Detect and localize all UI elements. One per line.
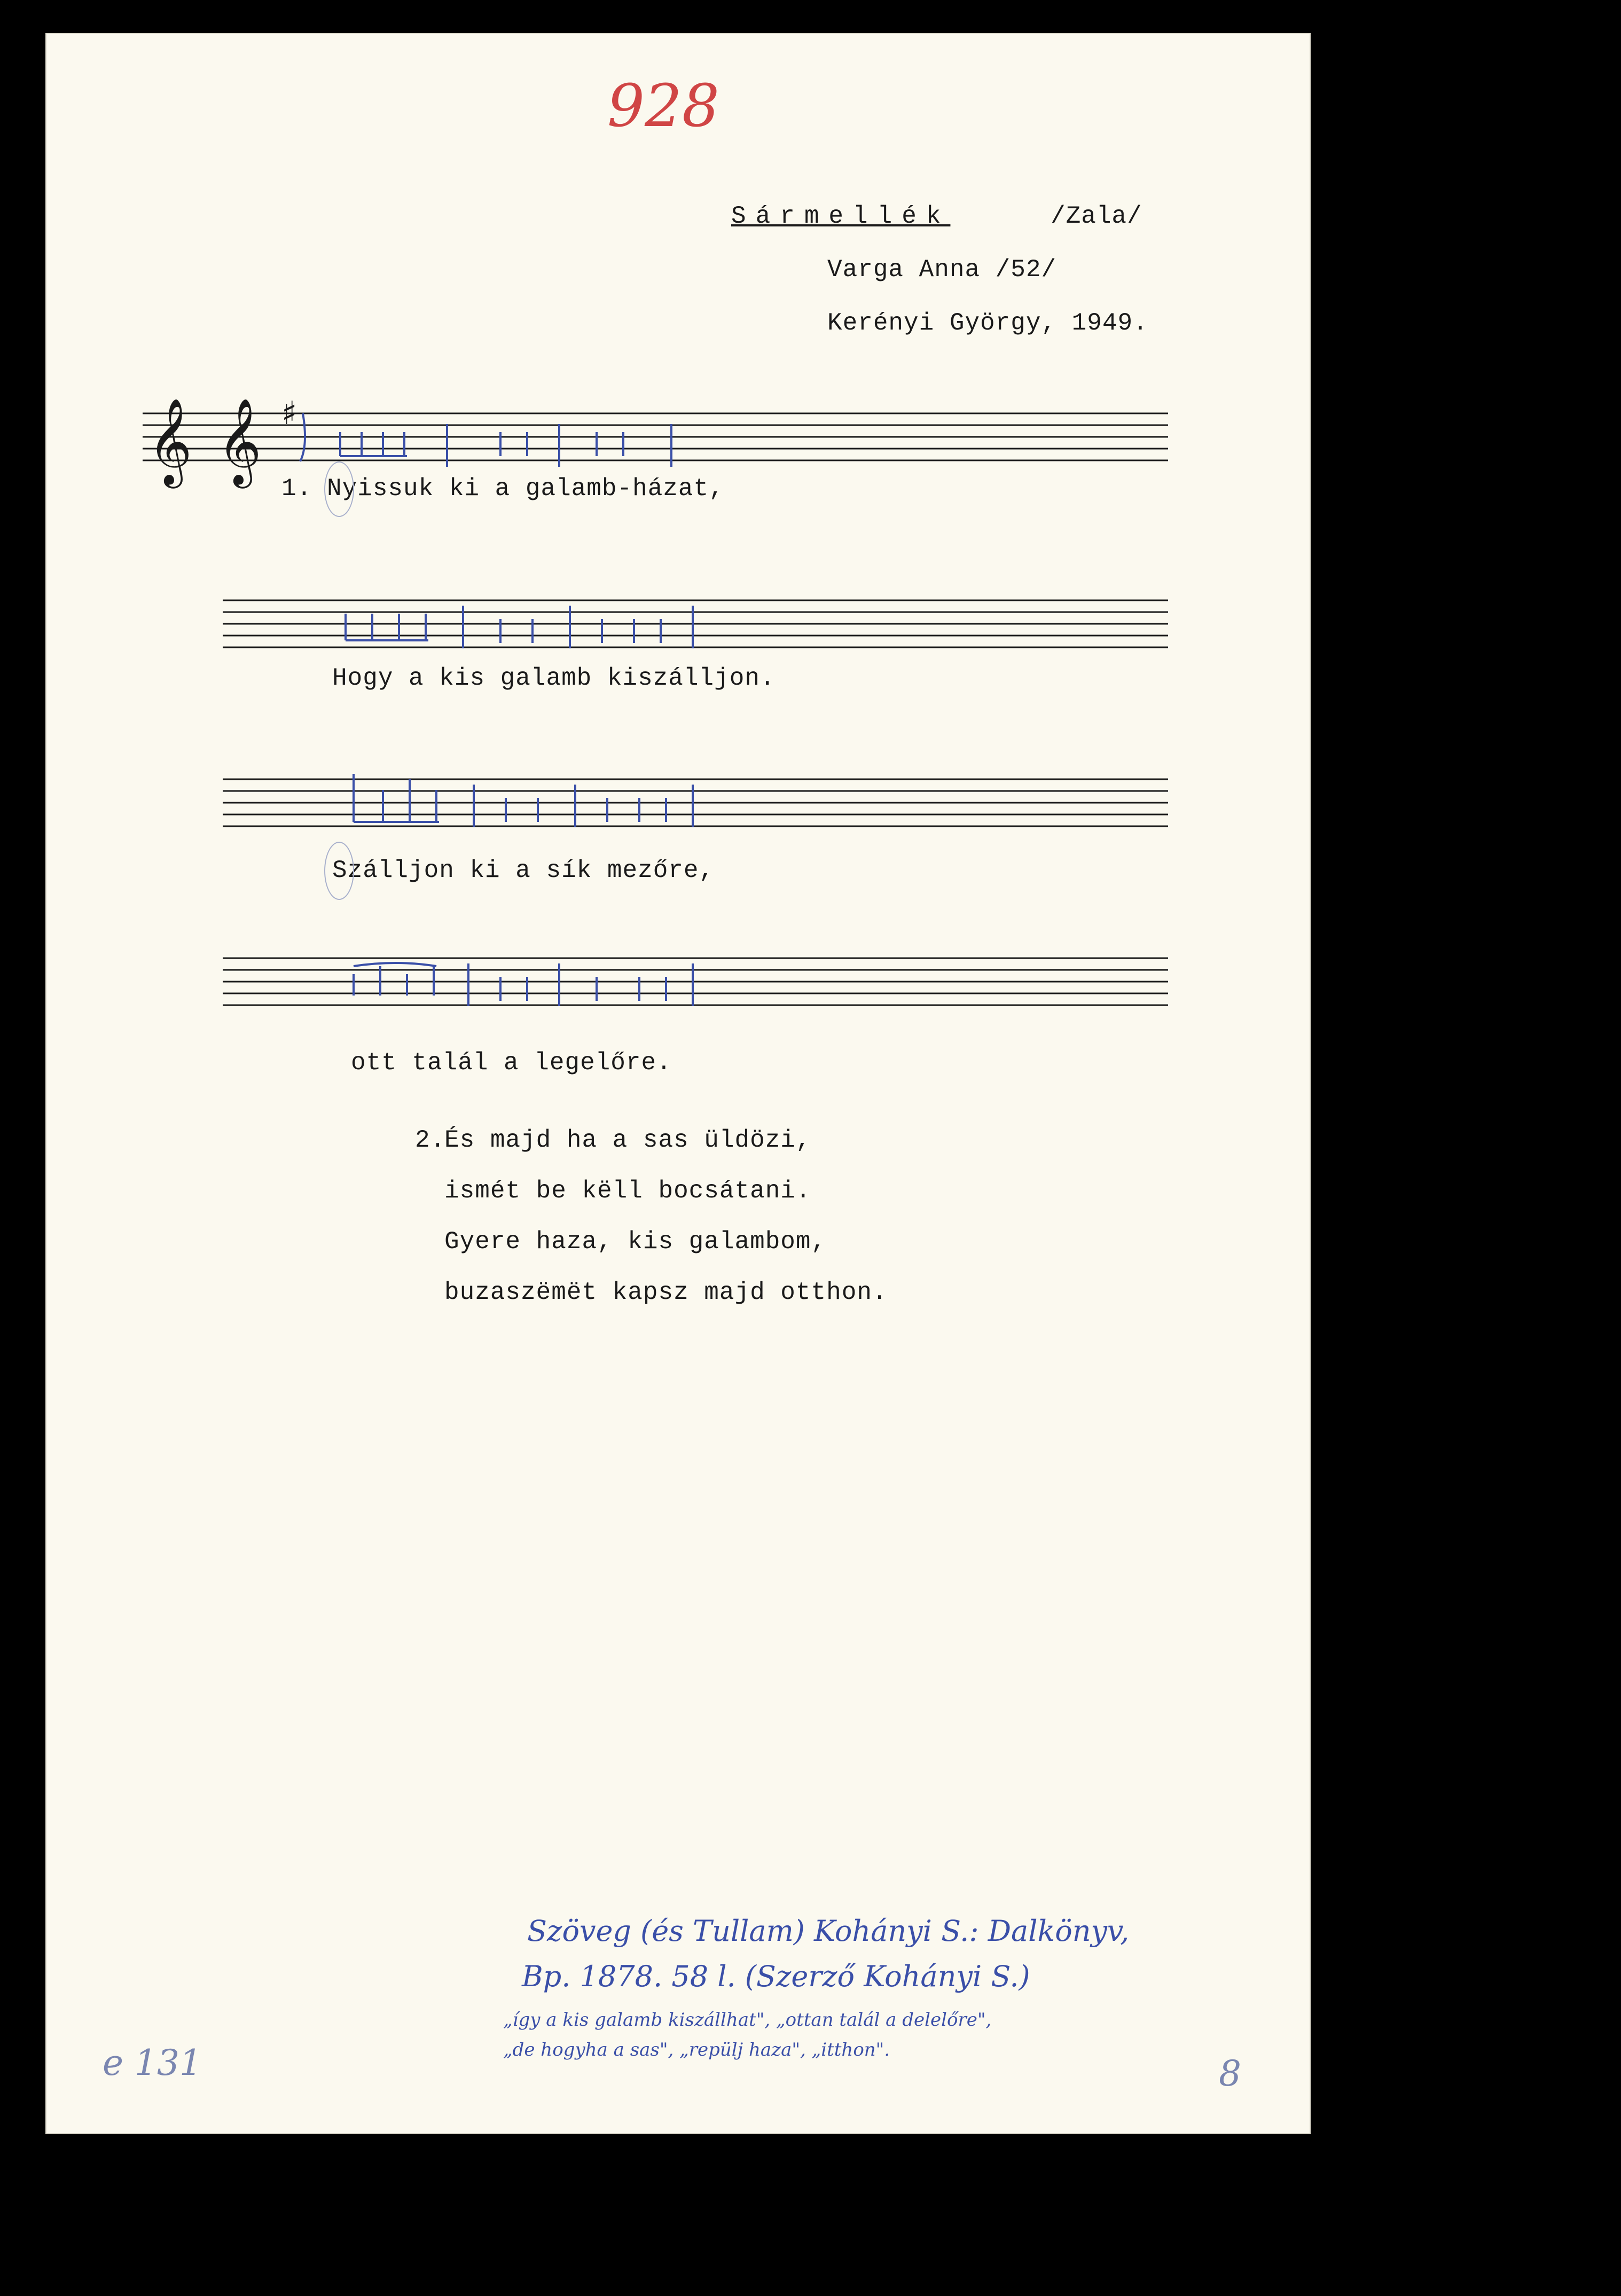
pencil-circle-mark xyxy=(324,461,354,517)
note-line-2: Bp. 1878. 58 l. (Szerző Kohányi S.) xyxy=(522,1960,1030,1993)
catalog-mark: e 131 xyxy=(103,2042,202,2083)
verse2-line-3: Gyere haza, kis galambom, xyxy=(444,1228,827,1256)
note-line-3: „így a kis galamb kiszállhat", „ottan talál a delelőre", xyxy=(503,2009,992,2031)
verse2-line-2: ismét be këll bocsátani. xyxy=(444,1177,811,1205)
verse-number-2: 2. xyxy=(415,1126,446,1154)
page-number: 8 xyxy=(1219,2053,1241,2094)
lyric-line-3: Szálljon ki a sík mezőre, xyxy=(332,857,715,884)
lyric-line-4: ott talál a legelőre. xyxy=(351,1049,672,1077)
treble-clef-icon: 𝄞 xyxy=(148,398,192,485)
verse-number-1: 1. xyxy=(281,475,312,503)
note-line-4: „de hogyha a sas", „repülj haza", „itthon". xyxy=(503,2039,890,2060)
music-stave-3 xyxy=(223,747,1184,854)
county-name: /Zala/ xyxy=(1051,202,1142,230)
place-name: Sármellék xyxy=(731,202,951,230)
melody-notation-3 xyxy=(354,774,693,827)
music-stave-2 xyxy=(223,568,1184,675)
treble-clef-icon: 𝄞 xyxy=(217,398,262,485)
lyric-line-2: Hogy a kis galamb kiszálljon. xyxy=(332,664,776,692)
pencil-circle-mark xyxy=(324,842,354,900)
document-page xyxy=(45,33,1311,2134)
lyric-line-1: Nyissuk ki a galamb-házat, xyxy=(327,475,724,503)
handwritten-note xyxy=(503,1914,1130,2060)
music-stave-4 xyxy=(223,926,1184,1033)
verse2-line-1: És majd ha a sas üldözi, xyxy=(444,1126,811,1154)
archive-number: 928 xyxy=(607,72,719,140)
melody-notation-1 xyxy=(300,413,671,467)
svg-text:♯: ♯ xyxy=(281,395,297,432)
singer-name: Varga Anna /52/ xyxy=(827,256,1057,284)
note-line-1: Szöveg (és Tullam) Kohányi S.: Dalkönyv, xyxy=(527,1914,1130,1948)
verse2-line-4: buzaszëmët kapsz majd otthon. xyxy=(444,1279,888,1306)
collector-name: Kerényi György, 1949. xyxy=(827,309,1148,337)
